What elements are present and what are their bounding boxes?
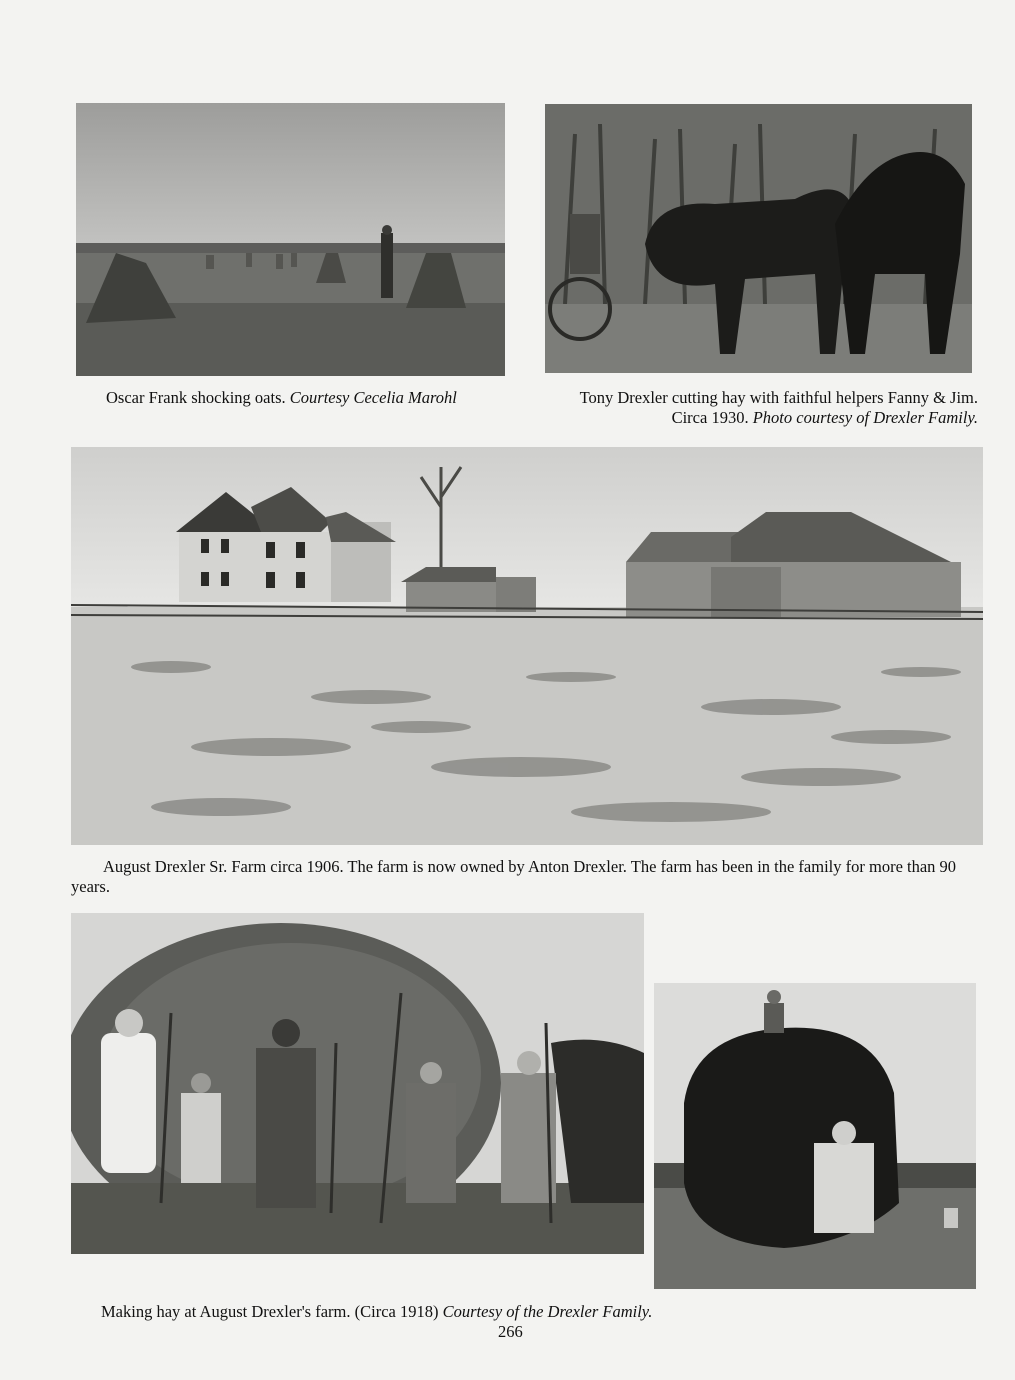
photo-making-hay-wagon (654, 983, 976, 1289)
caption-august-drexler-farm (71, 857, 979, 897)
page-number: 266 (498, 1322, 523, 1341)
caption-making-hay (101, 1302, 901, 1322)
photo-tony-drexler-cutting-hay (545, 104, 972, 373)
caption-tony-credit: Photo courtesy of Drexler Family. (752, 408, 978, 427)
caption-hay-credit: Courtesy of the Drexler Family. (442, 1302, 653, 1321)
caption-tony-text: Tony Drexler cutting hay with faithful helpers Fanny & Jim. Circa 1930. (579, 388, 978, 427)
caption-oscar-credit: Courtesy Cecelia Marohl (289, 388, 457, 407)
caption-tony-drexler (548, 388, 978, 428)
caption-hay-text: Making hay at August Drexler's farm. (Circa 1918) (101, 1302, 439, 1321)
photo-oscar-frank-shocking-oats (76, 103, 505, 376)
photo-august-drexler-farm (71, 447, 983, 845)
photo-making-hay-group (71, 913, 644, 1254)
caption-oscar-frank (106, 388, 516, 408)
caption-oscar-text: Oscar Frank shocking oats. (106, 388, 286, 407)
caption-farm-text: August Drexler Sr. Farm circa 1906. The farm is now owned by Anton Drexler. The farm has been in the family for more than 90 years. (71, 857, 957, 896)
